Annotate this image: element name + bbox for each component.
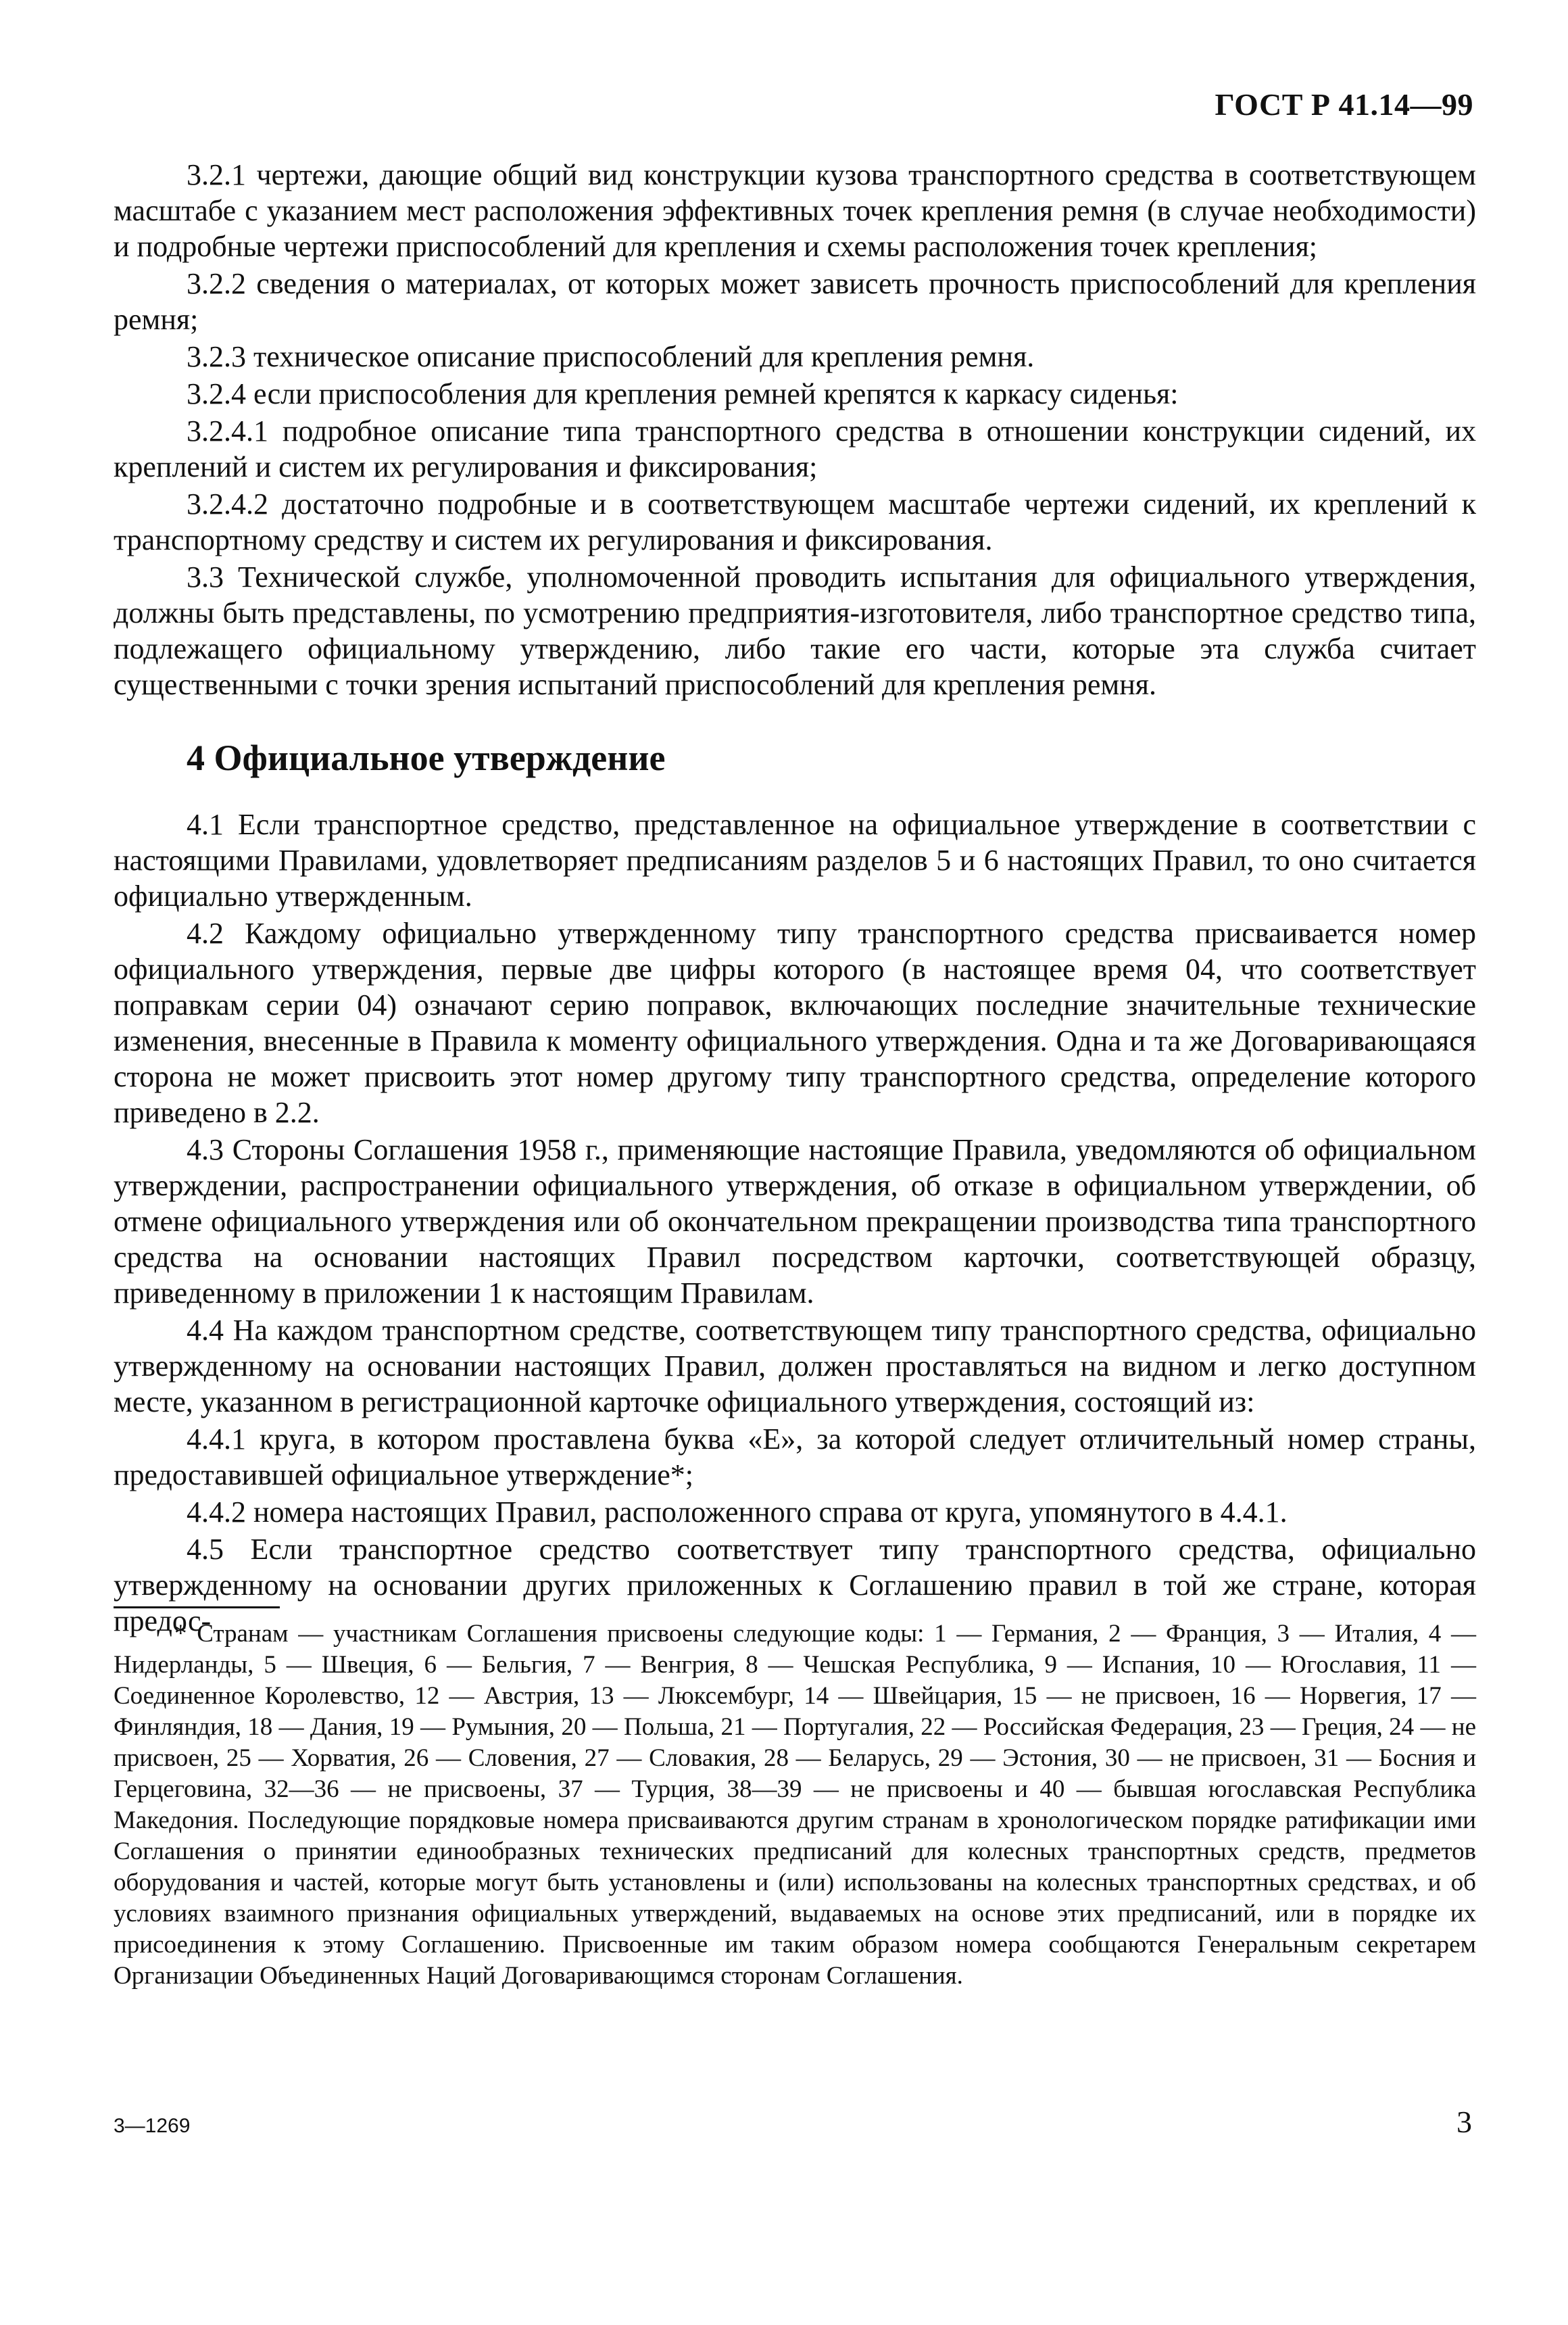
paragraph-4-4-1: 4.4.1 круга, в котором проставлена буква «Е», за которой следует отличительный номер страны, предоставившей официальное утверждение*; [114,1422,1476,1491]
paragraph-4-4-2: 4.4.2 номера настоящих Правил, расположенного справа от круга, упомянутого в 4.4.1. [187,1495,1288,1529]
paragraph-4-1: 4.1 Если транспортное средство, представленное на официальное утверждение в соответствии с настоящими Правилами, удовлетворяет предписаниям разделов 5 и 6 настоящих Правил, то оно считается официально утвержденным. [114,808,1476,913]
paragraph-3-2-4-1: 3.2.4.1 подробное описание типа транспортного средства в отношении конструкции сидений, их креплений и систем их регулирования и фиксирования; [114,414,1476,483]
paragraph-3-2-4-2: 3.2.4.2 достаточно подробные и в соответствующем масштабе чертежи сидений, их креплений к транспортному средству и систем их регулирования и фиксирования. [114,487,1476,556]
paragraph-4-2: 4.2 Каждому официально утвержденному типу транспортного средства присваивается номер официального утверждения, первые две цифры которого (в настоящее время 04, что соответствует поправкам серии 04) означают серию поправок, включающих последние значительные технические изменения, внесенные в Правила к моменту официального утверждения. Одна и та же Договаривающаяся сторона не может присвоить этот номер другому типу транспортного средства, определение которого приведено в 2.2. [114,917,1476,1129]
footnote: * Странам — участникам Соглашения присвоены следующие коды: 1 — Германия, 2 — Франция, 3 — Италия, 4 — Нидерланды, 5 — Швеция, 6 — Бельгия, 7 — Венгрия, 8 — Чешская Республика, 9 — Испания, 10 — Югославия, 11 — Соединенное Королевство, 12 — Австрия, 13 — Люксембург, 14 — Швейцария, 15 — не присвоен, 16 — Норвегия, 17 — Финляндия, 18 — Дания, 19 — Румыния, 20 — Польша, 21 — Португалия, 22 — Российская Федерация, 23 — Греция, 24 — не присвоен, 25 — Хорватия, 26 — Словения, 27 — Словакия, 28 — Беларусь, 29 — Эстония, 30 — не присвоен, 31 — Босния и Герцеговина, 32—36 — не присвоены, 37 — Турция, 38—39 — не присвоены и 40 — бывшая югославская Республика Македония. Последующие порядковые номера присваиваются другим странам в хронологическом порядке ратификации ими Соглашения о принятии единообразных технических предписаний для колесных транспортных средств, предметов оборудования и частей, которые могут быть установлены и (или) использованы на колесных транспортных средствах, и об условиях взаимного признания официальных утверждений, выдаваемых на основе этих предписаний, или в порядке их присоединения к этому Соглашению. Присвоенные им таким образом номера сообщаются Генеральным секретарем Организации Объединенных Наций Договаривающимся сторонам Соглашения. [114,1620,1476,1990]
paragraph-4-5: 4.5 Если транспортное средство соответствует типу транспортного средства, официально утвержденному на основании других приложенных к Соглашению правил в той же стране, которая предос- [114,1533,1476,1637]
paragraph-3-3: 3.3 Технической службе, уполномоченной проводить испытания для официального утверждения, должны быть представлены, по усмотрению предприятия-изготовителя, либо транспортное средство типа, подлежащего официальному утверждению, либо такие его части, которые эта служба считает существенными с точки зрения испытаний приспособлений для крепления ремня. [114,560,1476,701]
footnote-divider [114,1606,280,1608]
section-heading: 4 Официальное утверждение [187,738,666,778]
paragraph-3-2-2: 3.2.2 сведения о материалах, от которых может зависеть прочность приспособлений для крепления ремня; [114,267,1476,336]
standard-code-header: ГОСТ Р 41.14—99 [1215,87,1473,122]
page-number: 3 [1456,2105,1472,2139]
paragraph-3-2-1: 3.2.1 чертежи, дающие общий вид конструкции кузова транспортного средства в соответствующем масштабе с указанием мест расположения эффективных точек крепления ремня (в случае необходимости) и подробные чертежи приспособлений для крепления и схемы расположения точек крепления; [114,158,1476,263]
paragraph-3-2-3: 3.2.3 техническое описание приспособлений для крепления ремня. [187,340,1035,373]
paragraph-4-3: 4.3 Стороны Соглашения 1958 г., применяющие настоящие Правила, уведомляются об официальном утверждении, распространении официального утверждения, об отказе в официальном утверждении, об отмене официального утверждения или об окончательном прекращении производства типа транспортного средства на основании настоящих Правил посредством карточки, соответствующей образцу, приведенному в приложении 1 к настоящим Правилам. [114,1133,1476,1310]
print-code: 3—1269 [114,2115,191,2137]
body-text [114,157,1476,1640]
paragraph-4-4: 4.4 На каждом транспортном средстве, соответствующем типу транспортного средства, официально утвержденному на основании настоящих Правил, должен проставляться на видном и легко доступном месте, указанном в регистрационной карточке официального утверждения, состоящий из: [114,1314,1476,1418]
paragraph-3-2-4: 3.2.4 если приспособления для крепления ремней крепятся к каркасу сиденья: [187,377,1179,410]
